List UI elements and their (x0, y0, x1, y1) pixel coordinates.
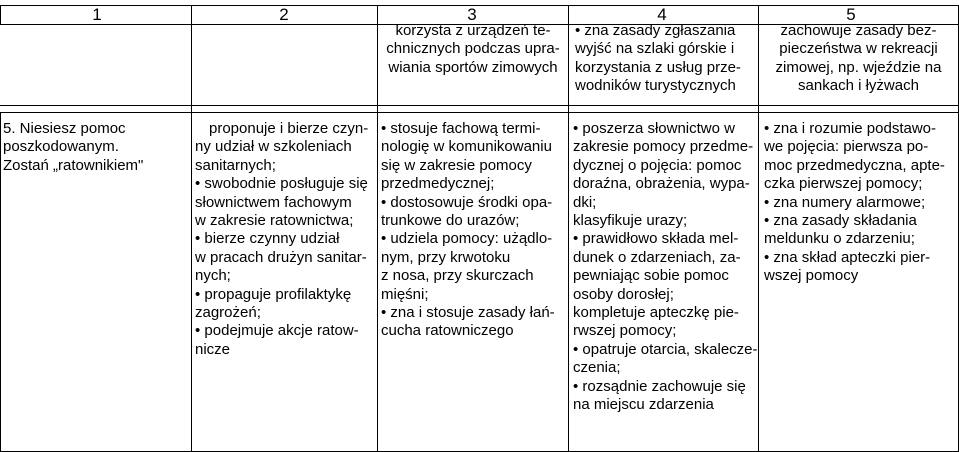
grade-6-criterion-line: zagrożeń; (195, 304, 261, 322)
top-col3-line: chnicznych podczas upra- (386, 40, 560, 58)
main-row-col5-cell (764, 120, 957, 286)
grade-6-criterion-line: • podejmuje akcje ratow- (195, 322, 375, 340)
grade-6-criterion-line: • propaguje profilaktykę (195, 286, 375, 304)
grade-5-criterion-line: nym, przy krwotoku (381, 248, 511, 266)
top-col4-line: wodników turystycznych (575, 77, 736, 95)
grade-3-criterion-line: czka pierwszej pomocy; (764, 175, 923, 193)
column-number-3: 3 (467, 5, 477, 24)
grade-4-criterion-line: dunek o zdarzeniach, za- (573, 248, 741, 266)
section-title-line: Zostań „ratownikiem" (3, 156, 144, 174)
top-col3-line: wiania sportów zimowych (388, 58, 558, 76)
grade-6-criterion-line: w pracach drużyn sanitar- (195, 248, 367, 266)
grade-3-criterion-line: wszej pomocy (764, 267, 859, 285)
top-col5-line: zimowej, np. wjeździe na (775, 58, 942, 76)
top-col5-line: pieczeństwa w rekreacji (779, 40, 938, 58)
column-divider-1 (191, 5, 192, 452)
grade-4-criterion-line: klasyfikuje urazy; (573, 212, 688, 230)
grade-4-criterion-line: • poszerza słownictwo w (573, 120, 757, 138)
section-separator-lower (0, 112, 959, 113)
grade-6-criterion-line: ny udział w szkoleniach (195, 138, 352, 156)
section-title-line: 5. Niesiesz pomoc (3, 120, 126, 137)
grade-5-criterion-line: • dostosowuje środki opa- (381, 194, 566, 212)
grade-4-criterion-line: czenia; (573, 359, 621, 377)
top-col3-line: korzysta z urządzeń te- (395, 22, 551, 39)
grade-6-criterion-line: proponuje i bierze czyn- (209, 120, 369, 137)
grade-6-criterion-line: nych; (195, 267, 231, 285)
grade-4-criterion-line: pewniając sobie pomoc (573, 267, 729, 285)
grade-6-criterion-line: nicze (195, 340, 231, 358)
grade-5-criterion-line: mięśni; (381, 285, 429, 303)
table-border-left (0, 112, 1, 452)
grade-6-criterion-line: słownictwem fachowym (195, 193, 352, 211)
grade-5-criterion-line: • zna i stosuje zasady łań- (381, 304, 566, 322)
grade-5-criterion-line: • stosuje fachową termi- (381, 120, 566, 138)
section-separator-upper (0, 105, 959, 106)
grade-4-criterion-line: osoby dorosłej; (573, 285, 674, 303)
grade-4-criterion-line: • prawidłowo składa mel- (573, 230, 757, 248)
top-col4-line: korzystania z usług prze- (575, 58, 741, 76)
grade-5-criterion-line: z nosa, przy skurczach (381, 267, 534, 285)
grade-4-criterion-line: rwszej pomocy; (573, 322, 677, 340)
grade-4-criterion-line: zakresie pomocy przedme- (573, 138, 754, 156)
grade-3-criterion-line: • zna zasady składania (764, 212, 957, 230)
grade-3-criterion-line: • zna i rozumie podstawo- (764, 120, 957, 138)
main-row-col2-cell (195, 120, 375, 359)
grade-6-criterion-line: sanitarnych; (195, 156, 276, 174)
table-border-left-top (0, 5, 1, 25)
grade-5-criterion-line: cucha ratowniczego (381, 322, 514, 340)
column-number-2: 2 (279, 5, 289, 24)
top-row-col4-cell (575, 22, 755, 96)
column-divider-3 (568, 5, 569, 452)
grade-4-criterion-line: na miejscu zdarzenia (573, 396, 714, 414)
grade-4-criterion-line: dki; (573, 193, 597, 211)
top-col4-line: wyjść na szlaki górskie i (575, 40, 735, 58)
grade-5-criterion-line: • udziela pomocy: użądlo- (381, 230, 566, 248)
grade-3-criterion-line: we pojęcia: pierwsza po- (764, 138, 929, 156)
section-title-line: poszkodowanym. (3, 138, 119, 156)
top-col5-line: zachowuje zasady bez- (780, 22, 937, 39)
top-col5-line: sankach i łyżwach (798, 77, 919, 95)
grade-3-criterion-line: moc przedmedyczna, apte- (764, 156, 945, 174)
grade-4-criterion-line: kompletuje apteczkę pie- (573, 304, 739, 322)
main-row-col1-cell (3, 120, 189, 175)
grade-5-criterion-line: trunkowe do urazów; (381, 212, 520, 230)
grade-6-criterion-line: • bierze czynny udział (195, 230, 375, 248)
column-number-5: 5 (846, 5, 856, 24)
grade-5-criterion-line: przedmedycznej; (381, 175, 495, 193)
column-number-4: 4 (657, 5, 667, 24)
main-row-col3-cell (381, 120, 566, 341)
grade-4-criterion-line: dycznej o pojęcia: pomoc (573, 156, 742, 174)
grade-4-criterion-line: • rozsądnie zachowuje się (573, 378, 757, 396)
grade-6-criterion-line: • swobodnie posługuje się (195, 175, 375, 193)
grade-3-criterion-line: meldunku o zdarzeniu; (764, 230, 915, 248)
grade-3-criterion-line: • zna skład apteczki pier- (764, 249, 957, 267)
main-row-col4-cell (573, 120, 757, 415)
grade-6-criterion-line: w zakresie ratownictwa; (195, 212, 354, 230)
grade-4-criterion-line: • opatruje otarcia, skalecze- (573, 341, 757, 359)
grade-5-criterion-line: nologię w komunikowaniu (381, 138, 552, 156)
grade-3-criterion-line: • zna numery alarmowe; (764, 194, 957, 212)
column-number-1: 1 (92, 5, 102, 24)
top-row-col5-cell (759, 22, 958, 96)
grade-4-criterion-line: doraźna, obrażenia, wypa- (573, 175, 750, 193)
top-row-col3-cell (378, 22, 568, 77)
top-col4-line: • zna zasady zgłaszania (575, 22, 755, 40)
grade-5-criterion-line: się w zakresie pomocy (381, 156, 532, 174)
